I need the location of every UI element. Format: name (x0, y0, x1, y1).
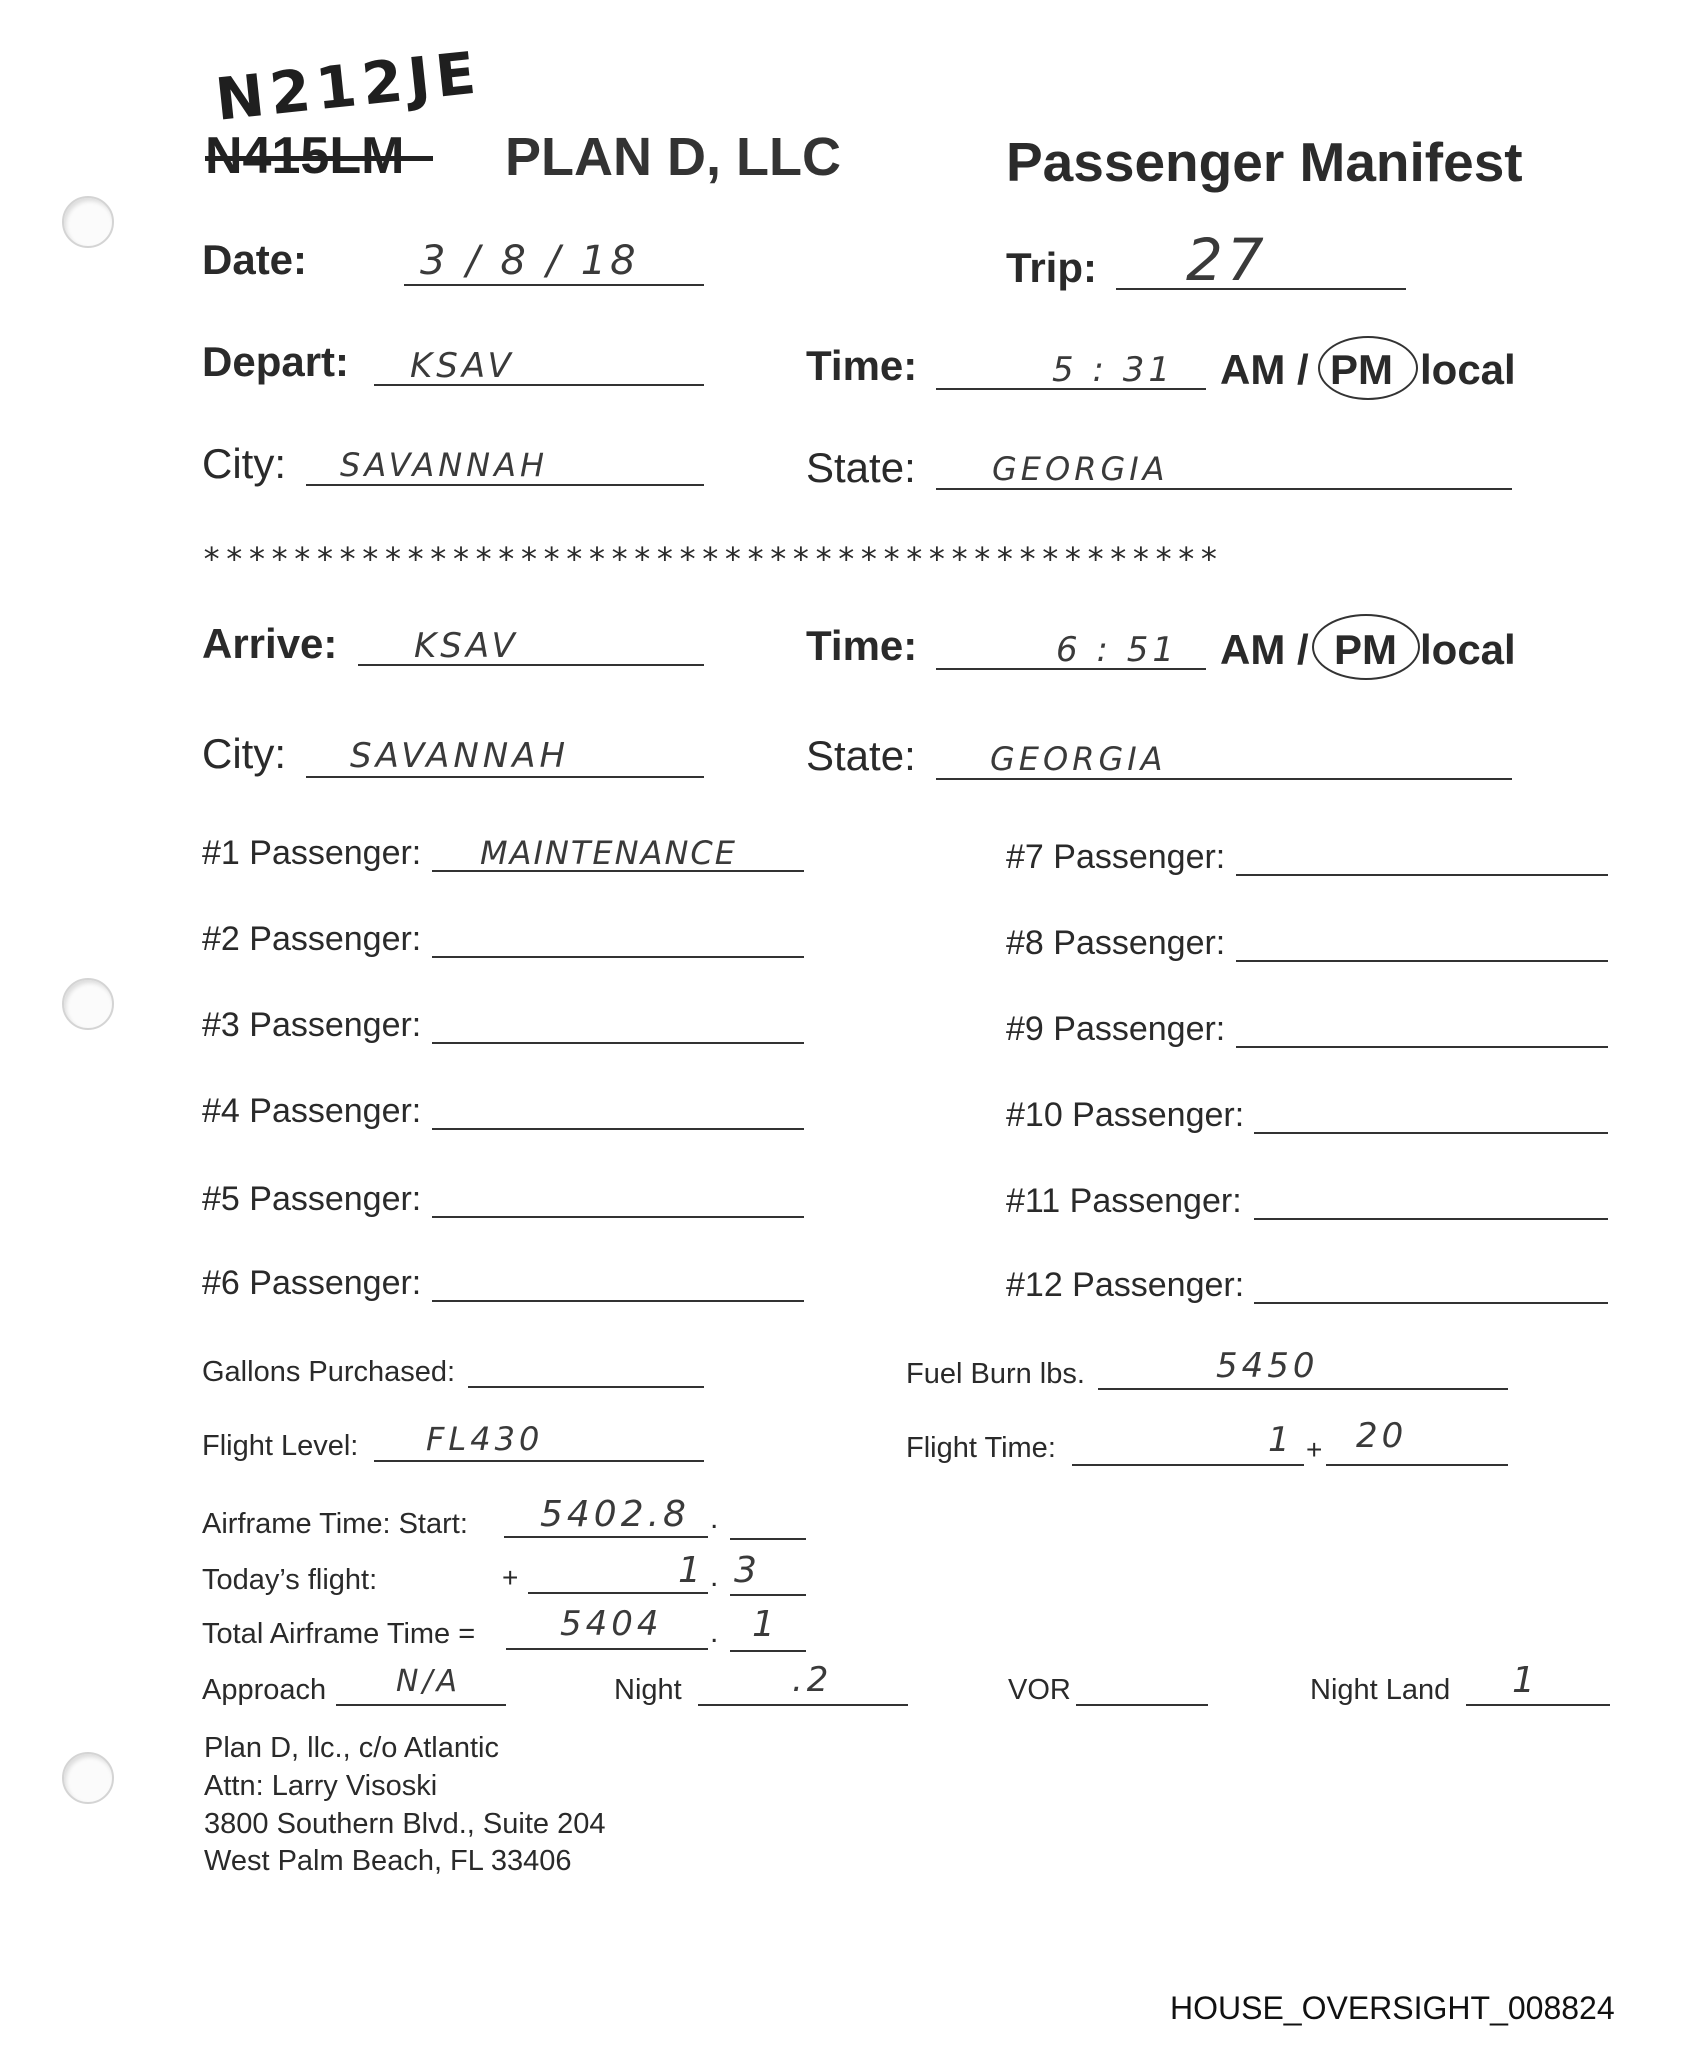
depart-pm-label: PM (1330, 346, 1393, 393)
address-line-3: 3800 Southern Blvd., Suite 204 (204, 1808, 606, 1840)
total-airframe-whole-line (506, 1648, 708, 1650)
arrive-city-label: City: (202, 730, 286, 777)
airframe-start-whole: 5402.8 (540, 1494, 690, 1535)
passenger-5-label: #5 Passenger: (202, 1180, 422, 1218)
passenger-3-label: #3 Passenger: (202, 1006, 422, 1044)
total-airframe-label: Total Airframe Time = (202, 1618, 476, 1650)
flight-level-line (374, 1460, 704, 1462)
passenger-6-label: #6 Passenger: (202, 1264, 422, 1302)
trip-line (1116, 288, 1406, 290)
passenger-11-line (1254, 1218, 1608, 1220)
tail-number-struck: N415LM (205, 127, 405, 185)
approach-label: Approach (202, 1674, 327, 1706)
arrive-local-label: local (1420, 626, 1516, 673)
total-airframe-tenths: 1 (752, 1604, 779, 1645)
arrive-state-label: State: (806, 732, 916, 779)
flight-time-minutes: 20 (1356, 1416, 1408, 1456)
date-value: 3 / 8 / 18 (420, 238, 640, 284)
arrive-state-value: GEORGIA (990, 740, 1167, 778)
binder-hole-bottom (62, 1752, 114, 1804)
total-airframe-whole: 5404 (560, 1604, 663, 1644)
todays-flight-label: Today’s flight: (202, 1564, 378, 1596)
flight-time-label: Flight Time: (906, 1432, 1056, 1464)
depart-city-line (306, 484, 704, 486)
total-airframe-dot: . (710, 1616, 719, 1649)
passenger-10-label: #10 Passenger: (1006, 1096, 1245, 1134)
page-title: Passenger Manifest (1006, 131, 1523, 193)
depart-city-label: City: (202, 440, 286, 487)
passenger-4-line (432, 1128, 804, 1130)
company-name: PLAN D, LLC (505, 127, 841, 187)
flight-time-hours-line (1072, 1464, 1304, 1466)
flight-level-value: FL430 (426, 1420, 544, 1458)
arrive-time-label: Time: (806, 622, 918, 669)
flight-time-plus: + (1306, 1434, 1323, 1465)
approach-value: N/A (396, 1664, 462, 1699)
passenger-7-line (1236, 874, 1608, 876)
gallons-line (468, 1386, 704, 1388)
passenger-12-line (1254, 1302, 1608, 1304)
tail-number-strikethrough (205, 156, 433, 161)
binder-hole-top (62, 196, 114, 248)
depart-city-value: SAVANNAH (340, 446, 549, 484)
date-label: Date: (202, 236, 308, 283)
passenger-12-label: #12 Passenger: (1006, 1266, 1245, 1304)
passenger-1-line (432, 870, 804, 872)
fuel-burn-value: 5450 (1216, 1346, 1319, 1386)
depart-am-label: AM / (1220, 346, 1309, 393)
depart-value: KSAV (410, 346, 515, 386)
todays-flight-dot: . (710, 1560, 719, 1593)
arrive-label: Arrive: (202, 620, 338, 667)
arrive-city-value: SAVANNAH (350, 736, 570, 776)
night-land-value: 1 (1512, 1660, 1539, 1701)
night-line (698, 1704, 908, 1706)
passenger-3-line (432, 1042, 804, 1044)
night-label: Night (614, 1674, 682, 1706)
flight-time-minutes-line (1326, 1464, 1508, 1466)
depart-time-line (936, 388, 1206, 390)
vor-line (1076, 1704, 1208, 1706)
arrive-value: KSAV (414, 626, 519, 666)
depart-time-label: Time: (806, 342, 918, 389)
fuel-burn-line (1098, 1388, 1508, 1390)
airframe-start-whole-line (504, 1536, 708, 1538)
address-line-2: Attn: Larry Visoski (204, 1770, 438, 1802)
trip-value: 27 (1186, 226, 1268, 294)
date-line (404, 284, 704, 286)
passenger-10-line (1254, 1132, 1608, 1134)
passenger-6-line (432, 1300, 804, 1302)
airframe-start-tenths-line (730, 1538, 806, 1540)
passenger-9-line (1236, 1046, 1608, 1048)
depart-local-label: local (1420, 346, 1516, 393)
passenger-2-line (432, 956, 804, 958)
depart-label: Depart: (202, 338, 350, 385)
total-airframe-tenths-line (730, 1650, 806, 1652)
trip-label: Trip: (1006, 244, 1097, 291)
night-value: .2 (792, 1660, 833, 1700)
todays-flight-plus: + (502, 1562, 519, 1593)
address-line-1: Plan D, llc., c/o Atlantic (204, 1732, 499, 1764)
arrive-time-line (936, 668, 1206, 670)
depart-line (374, 384, 704, 386)
airframe-start-dot: . (710, 1502, 719, 1535)
arrive-line (358, 664, 704, 666)
separator: ********************************************* (202, 540, 1222, 578)
todays-flight-tenths-line (730, 1594, 806, 1596)
fuel-burn-label: Fuel Burn lbs. (906, 1358, 1085, 1390)
vor-label: VOR (1008, 1674, 1071, 1706)
airframe-start-label: Airframe Time: Start: (202, 1508, 468, 1540)
night-land-label: Night Land (1310, 1674, 1451, 1706)
arrive-time-value: 6 : 51 (1056, 630, 1178, 670)
depart-state-label: State: (806, 444, 916, 491)
flight-level-label: Flight Level: (202, 1430, 359, 1462)
passenger-8-label: #8 Passenger: (1006, 924, 1226, 962)
passenger-8-line (1236, 960, 1608, 962)
depart-pm-circle (1318, 336, 1418, 400)
depart-state-line (936, 488, 1512, 490)
passenger-4-label: #4 Passenger: (202, 1092, 422, 1130)
depart-time-value: 5 : 31 (1052, 350, 1174, 390)
passenger-9-label: #9 Passenger: (1006, 1010, 1226, 1048)
passenger-11-label: #11 Passenger: (1006, 1182, 1242, 1220)
passenger-2-label: #2 Passenger: (202, 920, 422, 958)
flight-time-hours: 1 (1268, 1420, 1294, 1460)
binder-hole-middle (62, 978, 114, 1030)
todays-flight-whole: 1 (678, 1550, 705, 1591)
night-land-line (1466, 1704, 1610, 1706)
arrive-am-label: AM / (1220, 626, 1309, 673)
arrive-pm-label: PM (1334, 626, 1397, 673)
gallons-label: Gallons Purchased: (202, 1356, 456, 1388)
arrive-pm-circle (1312, 614, 1420, 680)
depart-state-value: GEORGIA (992, 450, 1169, 488)
approach-line (336, 1704, 506, 1706)
tail-number-handwritten: N212JE (212, 38, 485, 134)
todays-flight-whole-line (528, 1592, 708, 1594)
arrive-city-line (306, 776, 704, 778)
passenger-1-value: MAINTENANCE (480, 834, 737, 872)
todays-flight-tenths: 3 (734, 1550, 761, 1591)
arrive-state-line (936, 778, 1512, 780)
passenger-1-label: #1 Passenger: (202, 834, 422, 872)
address-line-4: West Palm Beach, FL 33406 (204, 1845, 572, 1877)
passenger-5-line (432, 1216, 804, 1218)
passenger-7-label: #7 Passenger: (1006, 838, 1226, 876)
bates-number: HOUSE_OVERSIGHT_008824 (1170, 1990, 1615, 2026)
